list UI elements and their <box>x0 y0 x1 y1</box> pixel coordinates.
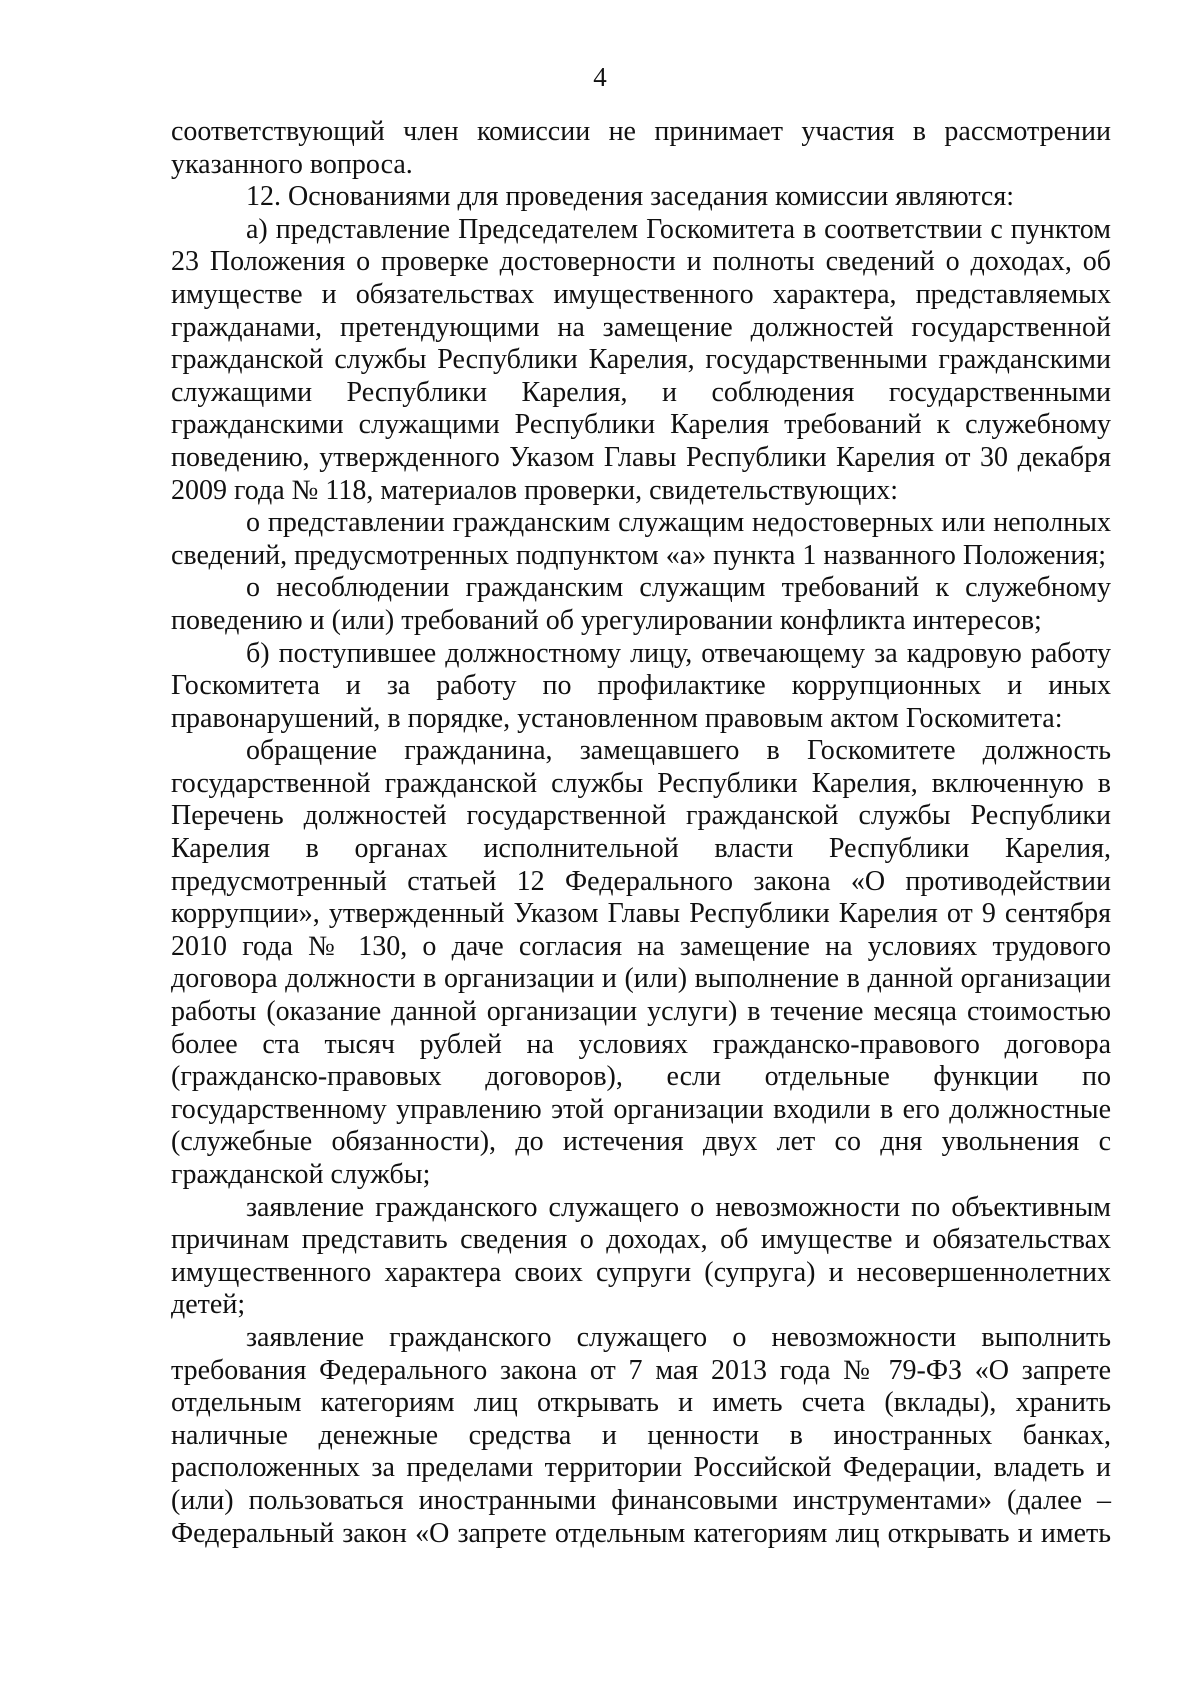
paragraph: о представлении гражданским служащим недостоверных или неполных сведений, предусмотренных подпунктом «а» пункта 1 названного Положения; <box>171 507 1111 571</box>
paragraph: заявление гражданского служащего о невозможности по объективным причинам представить сведения о доходах, об имуществе и обязательствах имущественного характера своих супруги (супруга) и несовершеннолетних детей; <box>171 1191 1111 1321</box>
document-body <box>171 116 1111 1550</box>
page-number: 4 <box>593 62 607 92</box>
paragraph: а) представление Председателем Госкомитета в соответствии с пунктом 23 Положения о проверке достоверности и полноты сведений о доходах, об имуществе и обязательствах имущественного характера, представляемых гражданами, претендующими на замещение должностей государственной гражданской службы Республики Карелия, государственными гражданскими служащими Республики Карелия, и соблюдения государственными гражданскими служащими Республики Карелия требований к служебному поведению, утвержденного Указом Главы Республики Карелия от 30 декабря 2009 года № 118, материалов проверки, свидетельствующих: <box>171 213 1111 506</box>
paragraph: б) поступившее должностному лицу, отвечающему за кадровую работу Госкомитета и за работу по профилактике коррупционных и иных правонарушений, в порядке, установленном правовым актом Госкомитета: <box>171 637 1111 734</box>
paragraph: о несоблюдении гражданским служащим требований к служебному поведению и (или) требований об урегулировании конфликта интересов; <box>171 572 1111 636</box>
paragraph: обращение гражданина, замещавшего в Госкомитете должность государственной гражданской службы Республики Карелия, включенную в Перечень должностей государственной гражданской службы Республики Карелия в органах исполнительной власти Республики Карелия, предусмотренный статьей 12 Федерального закона «О противодействии коррупции», утвержденный Указом Главы Республики Карелия от 9 сентября 2010 года № 130, о даче согласия на замещение на условиях трудового договора должности в организации и (или) выполнение в данной организации работы (оказание данной организации услуги) в течение месяца стоимостью более ста тысяч рублей на условиях гражданско-правового договора (гражданско-правовых договоров), если отдельные функции по государственному управлению этой организации входили в его должностные (служебные обязанности), до истечения двух лет со дня увольнения с гражданской службы; <box>171 735 1111 1190</box>
paragraph: заявление гражданского служащего о невозможности выполнить требования Федерального закона от 7 мая 2013 года № 79-ФЗ «О запрете отдельным категориям лиц открывать и иметь счета (вклады), хранить наличные денежные средства и ценности в иностранных банках, расположенных за пределами территории Российской Федерации, владеть и (или) пользоваться иностранными финансовыми инструментами» (далее – Федеральный закон «О запрете отдельным категориям лиц открывать и иметь <box>171 1321 1111 1549</box>
paragraph: 12. Основаниями для проведения заседания комиссии являются: <box>246 181 1014 213</box>
paragraph: соответствующий член комиссии не принимает участия в рассмотрении указанного вопроса. <box>171 116 1111 180</box>
